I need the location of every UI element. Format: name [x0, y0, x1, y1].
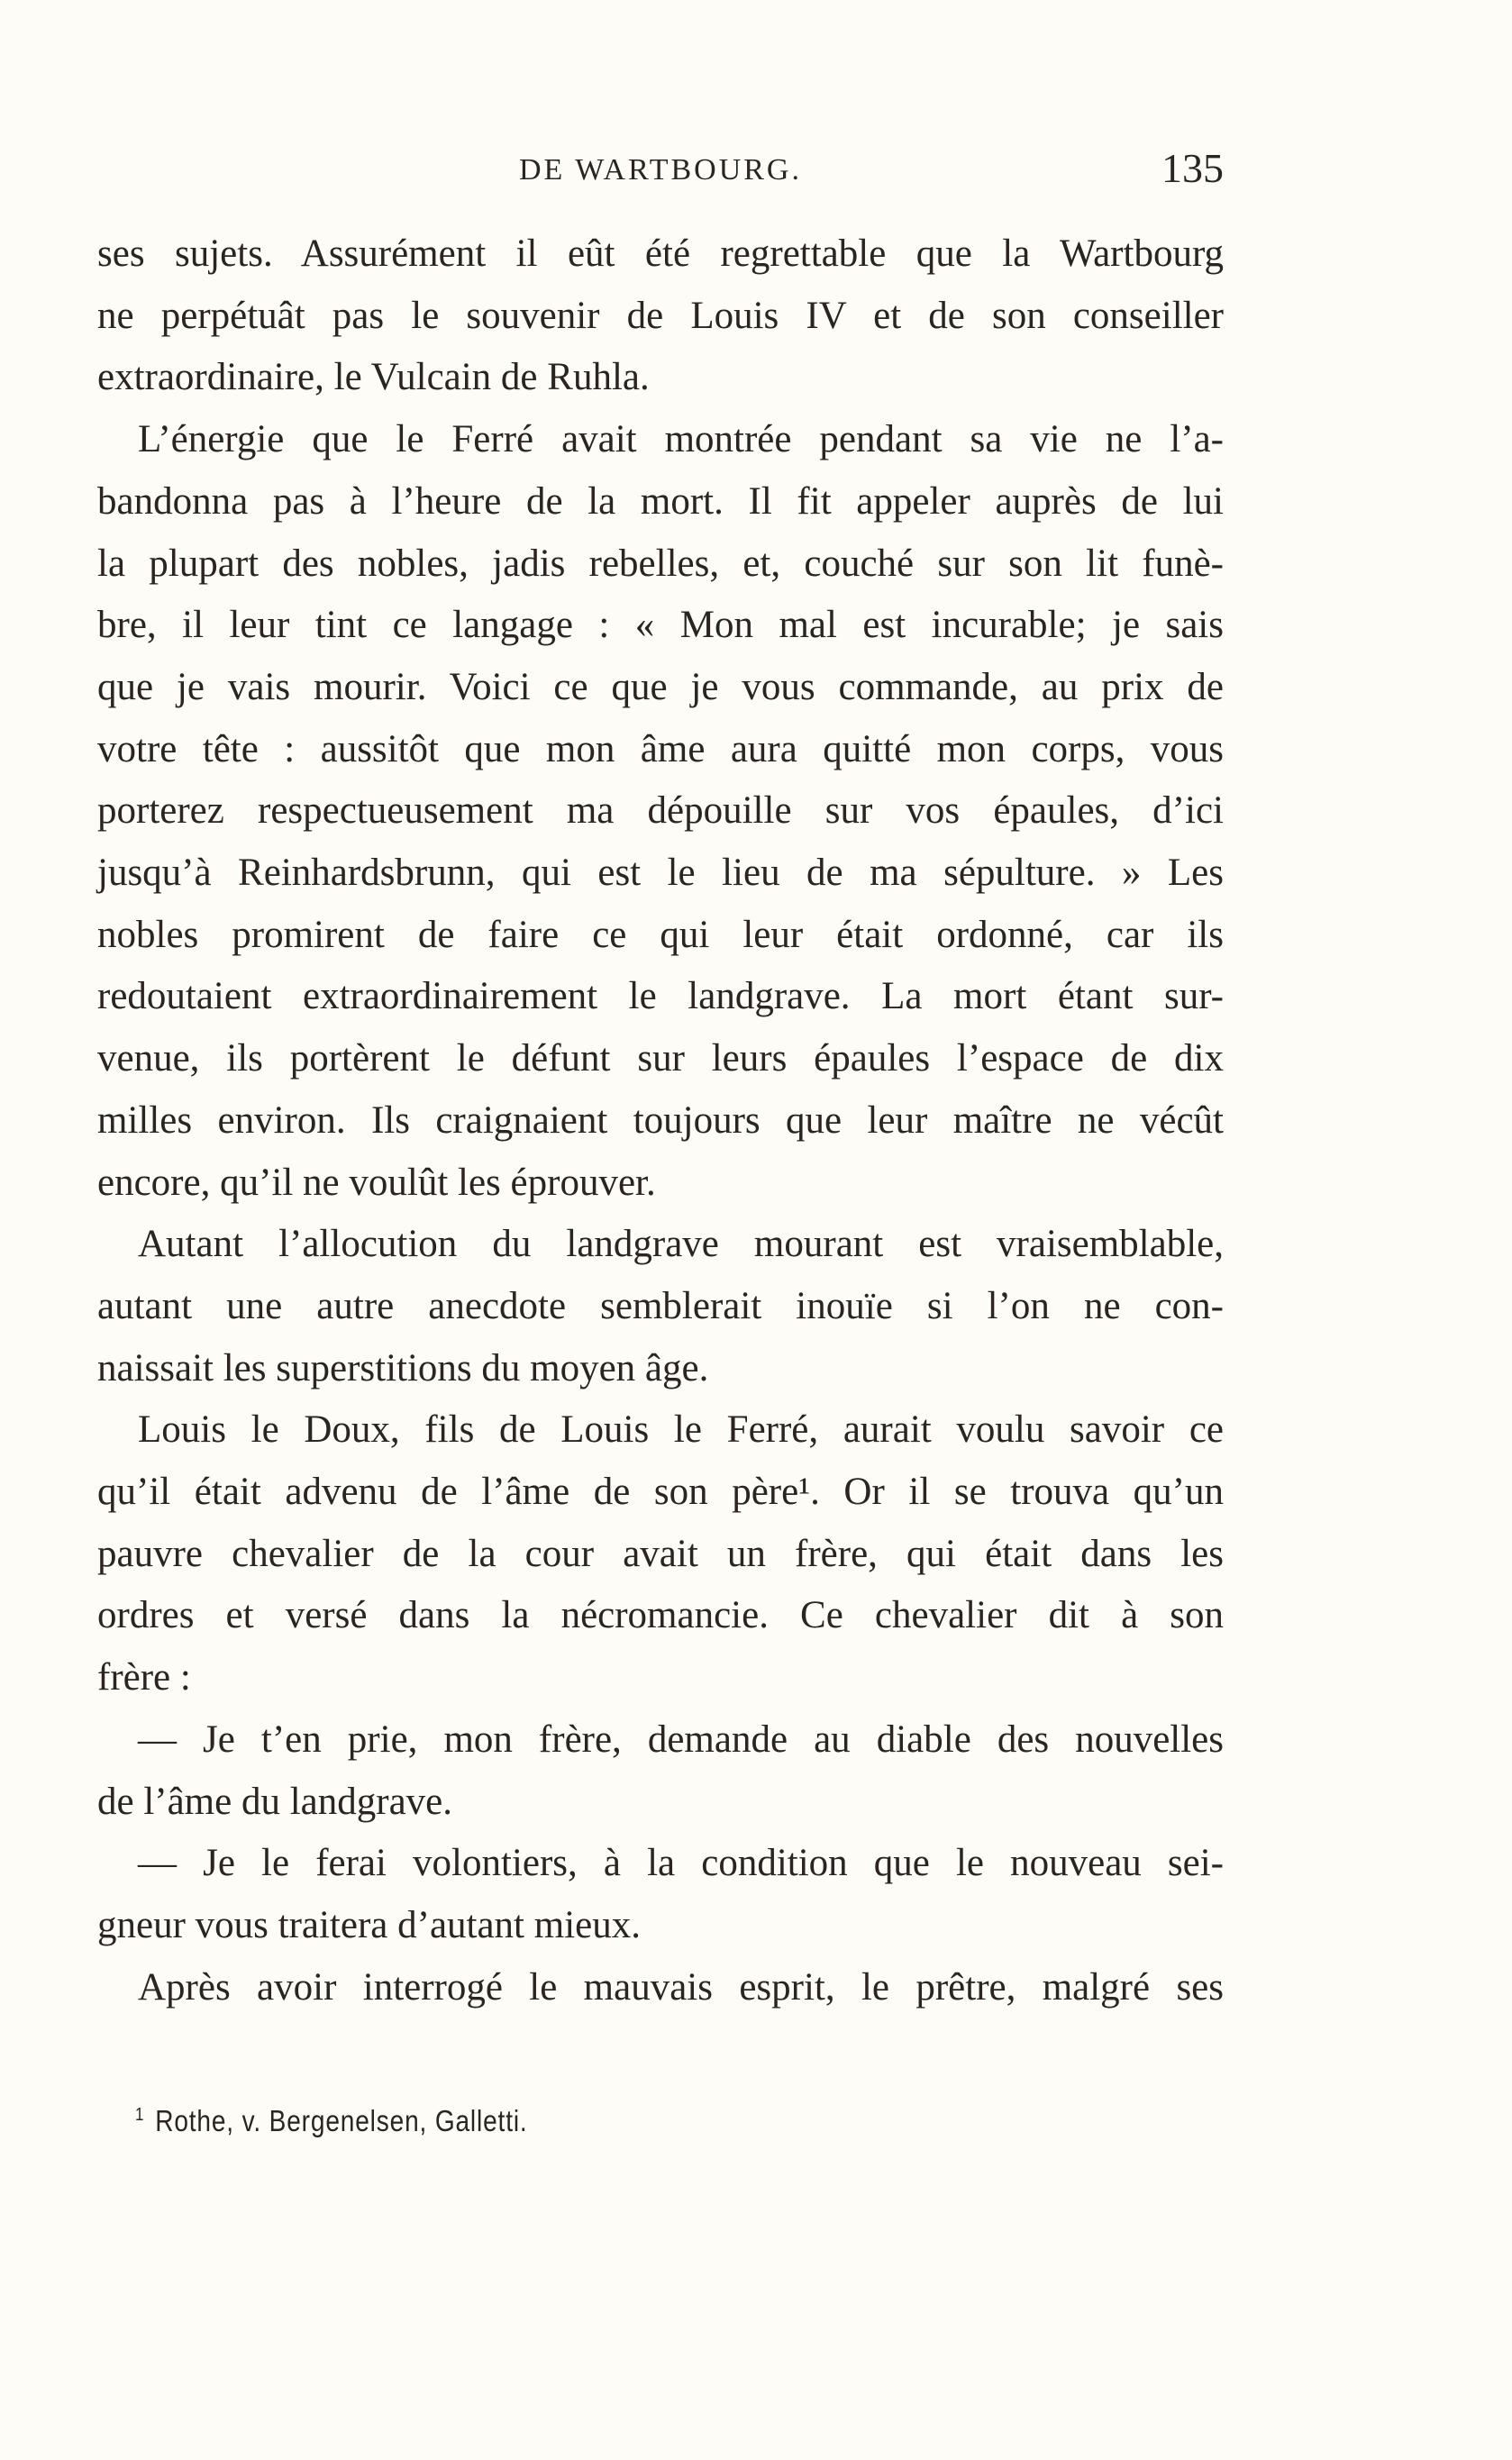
text-line: encore, qu’il ne voulût les éprouver.	[97, 1161, 656, 1204]
text-line: ses sujets. Assurément il eût été regrettable que la Wartbourg	[97, 232, 1224, 275]
text-line: frère :	[97, 1656, 191, 1699]
text-line: autant une autre anecdote semblerait inouïe si l’on ne con-	[97, 1284, 1224, 1327]
text-line: venue, ils portèrent le défunt sur leurs épaules l’espace de dix	[97, 1037, 1224, 1080]
text-line: Autant l’allocution du landgrave mourant est vraisemblable,	[138, 1223, 1224, 1266]
text-line: gneur vous traitera d’autant mieux.	[97, 1903, 641, 1946]
page-number: 135	[1161, 145, 1224, 191]
text-line: ordres et versé dans la nécromancie. Ce chevalier dit à son	[97, 1594, 1224, 1637]
text-line: ne perpétuât pas le souvenir de Louis IV et de son conseiller	[97, 294, 1224, 337]
text-line: la plupart des nobles, jadis rebelles, et, couché sur son lit funè-	[97, 542, 1224, 585]
text-line: votre tête : aussitôt que mon âme aura quitté mon corps, vous	[97, 727, 1224, 770]
text-line: — Je t’en prie, mon frère, demande au diable des nouvelles	[138, 1717, 1224, 1761]
text-line: Louis le Doux, fils de Louis le Ferré, aurait voulu savoir ce	[138, 1408, 1224, 1452]
text-line: redoutaient extraordinairement le landgrave. La mort étant sur-	[97, 975, 1224, 1018]
text-line: L’énergie que le Ferré avait montrée pendant sa vie ne l’a-	[138, 418, 1224, 461]
text-line: porterez respectueusement ma dépouille sur vos épaules, d’ici	[97, 789, 1224, 833]
running-head	[97, 144, 1224, 198]
text-line: milles environ. Ils craignaient toujours que leur maître ne vécût	[97, 1098, 1224, 1142]
text-line: pauvre chevalier de la cour avait un frère, qui était dans les	[97, 1532, 1224, 1575]
text-line: — Je le ferai volontiers, à la condition que le nouveau sei-	[138, 1842, 1224, 1885]
text-line: extraordinaire, le Vulcain de Ruhla.	[97, 356, 650, 399]
text-line: bre, il leur tint ce langage : « Mon mal est incurable; je sais	[97, 604, 1224, 647]
text-line: naissait les superstitions du moyen âge.	[97, 1346, 709, 1389]
text-line: de l’âme du landgrave.	[97, 1780, 452, 1823]
text-line: Après avoir interrogé le mauvais esprit, le prêtre, malgré ses	[138, 1965, 1224, 2009]
text-line: nobles promirent de faire ce qui leur était ordonné, car ils	[97, 913, 1224, 956]
text-line: qu’il était advenu de l’âme de son père¹. Or il se trouva qu’un	[97, 1471, 1224, 1513]
text-line: bandonna pas à l’heure de la mort. Il fit appeler auprès de lui	[97, 479, 1224, 523]
footnote	[135, 2104, 528, 2138]
running-title: DE WARTBOURG.	[518, 153, 802, 187]
footnote-text: Rothe, v. Bergenelsen, Galletti.	[155, 2104, 528, 2137]
footnote-marker: 1	[135, 2105, 145, 2125]
text-line: que je vais mourir. Voici ce que je vous commande, au prix de	[97, 665, 1224, 708]
text-line: jusqu’à Reinhardsbrunn, qui est le lieu de ma sépulture. » Les	[97, 852, 1224, 894]
